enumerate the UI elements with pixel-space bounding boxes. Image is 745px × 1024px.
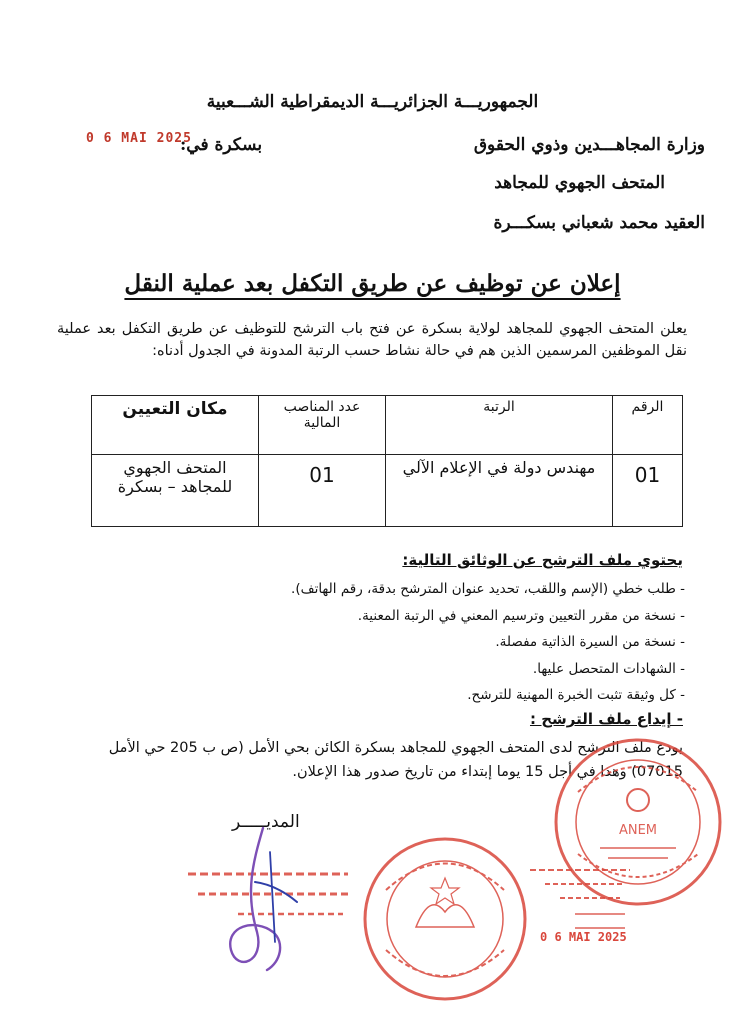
row-number: 01 <box>613 455 683 527</box>
row-place: المتحف الجهوي للمجاهد – بسكرة <box>92 455 259 527</box>
museum-name: المتحف الجهوي للمجاهد <box>494 173 665 193</box>
deposit-paragraph: يودع ملف الترشح لدى المتحف الجهوي للمجاهد بسكرة الكائن بحي الأمل (ص ب 205 حي الأمل 07015) وهذا في أجل 15 يوما إبتداء من تاريخ صدور هذا الإعلان. <box>108 740 683 780</box>
anem-seal-label: ANEM <box>618 823 658 838</box>
positions-table <box>91 395 683 527</box>
header-rank: الرتبة <box>386 396 613 455</box>
documents-list <box>291 576 685 709</box>
ministry-name: وزارة المجاهـــدين وذوي الحقوق <box>473 135 705 155</box>
republic-header: الجمهوريـــة الجزائريـــة الديمقراطية الشـــعبية <box>206 92 539 112</box>
header-number: الرقم <box>613 396 683 455</box>
list-item: - نسخة من السيرة الذاتية مفصلة. <box>495 634 685 650</box>
received-mail-stamp-icon <box>525 860 635 940</box>
museum-colonel-name: العقيد محمد شعباني بسكـــرة <box>493 213 705 233</box>
ministry-seal-icon <box>358 832 533 1007</box>
documents-heading: يحتوي ملف الترشح عن الوثائق التالية: <box>402 551 683 569</box>
list-item: - الشهادات المتحصل عليها. <box>532 660 685 677</box>
table-row <box>92 455 683 527</box>
row-positions: 01 <box>259 455 386 527</box>
director-label: المديـــــر <box>232 812 300 832</box>
list-item: - طلب خطي (الإسم واللقب، تحديد عنوان المترشح بدقة، رقم الهاتف). <box>291 581 685 597</box>
intro-paragraph: يعلن المتحف الجهوي للمجاهد لولاية بسكرة عن فتح باب الترشح للتوظيف عن طريق التكفل بعد عملية نقل الموظفين المرسمين الذين هم في حالة نشاط حسب الرتبة المدونة في الجدول أدناه: <box>57 321 687 359</box>
date-stamp: 0 6 MAI 2025 <box>86 131 192 146</box>
list-item: - نسخة من مقرر التعيين وترسيم المعني في الرتبة المعنية. <box>357 607 685 624</box>
list-item: - كل وثيقة تثبت الخبرة المهنية للترشح. <box>467 687 685 703</box>
city-date-label: بسكرة في: <box>180 135 263 155</box>
received-date-stamp: 0 6 MAI 2025 <box>540 930 627 944</box>
announcement-title: إعلان عن توظيف عن طريق التكفل بعد عملية النقل <box>124 270 621 297</box>
header-place: مكان التعيين <box>92 396 259 455</box>
header-positions: عدد المناصب المالية <box>259 396 386 455</box>
row-rank: مهندس دولة في الإعلام الآلي <box>386 455 613 527</box>
deposit-heading: - إيداع ملف الترشح : <box>529 710 683 728</box>
director-signature-icon <box>215 822 315 982</box>
table-header-row <box>92 396 683 455</box>
